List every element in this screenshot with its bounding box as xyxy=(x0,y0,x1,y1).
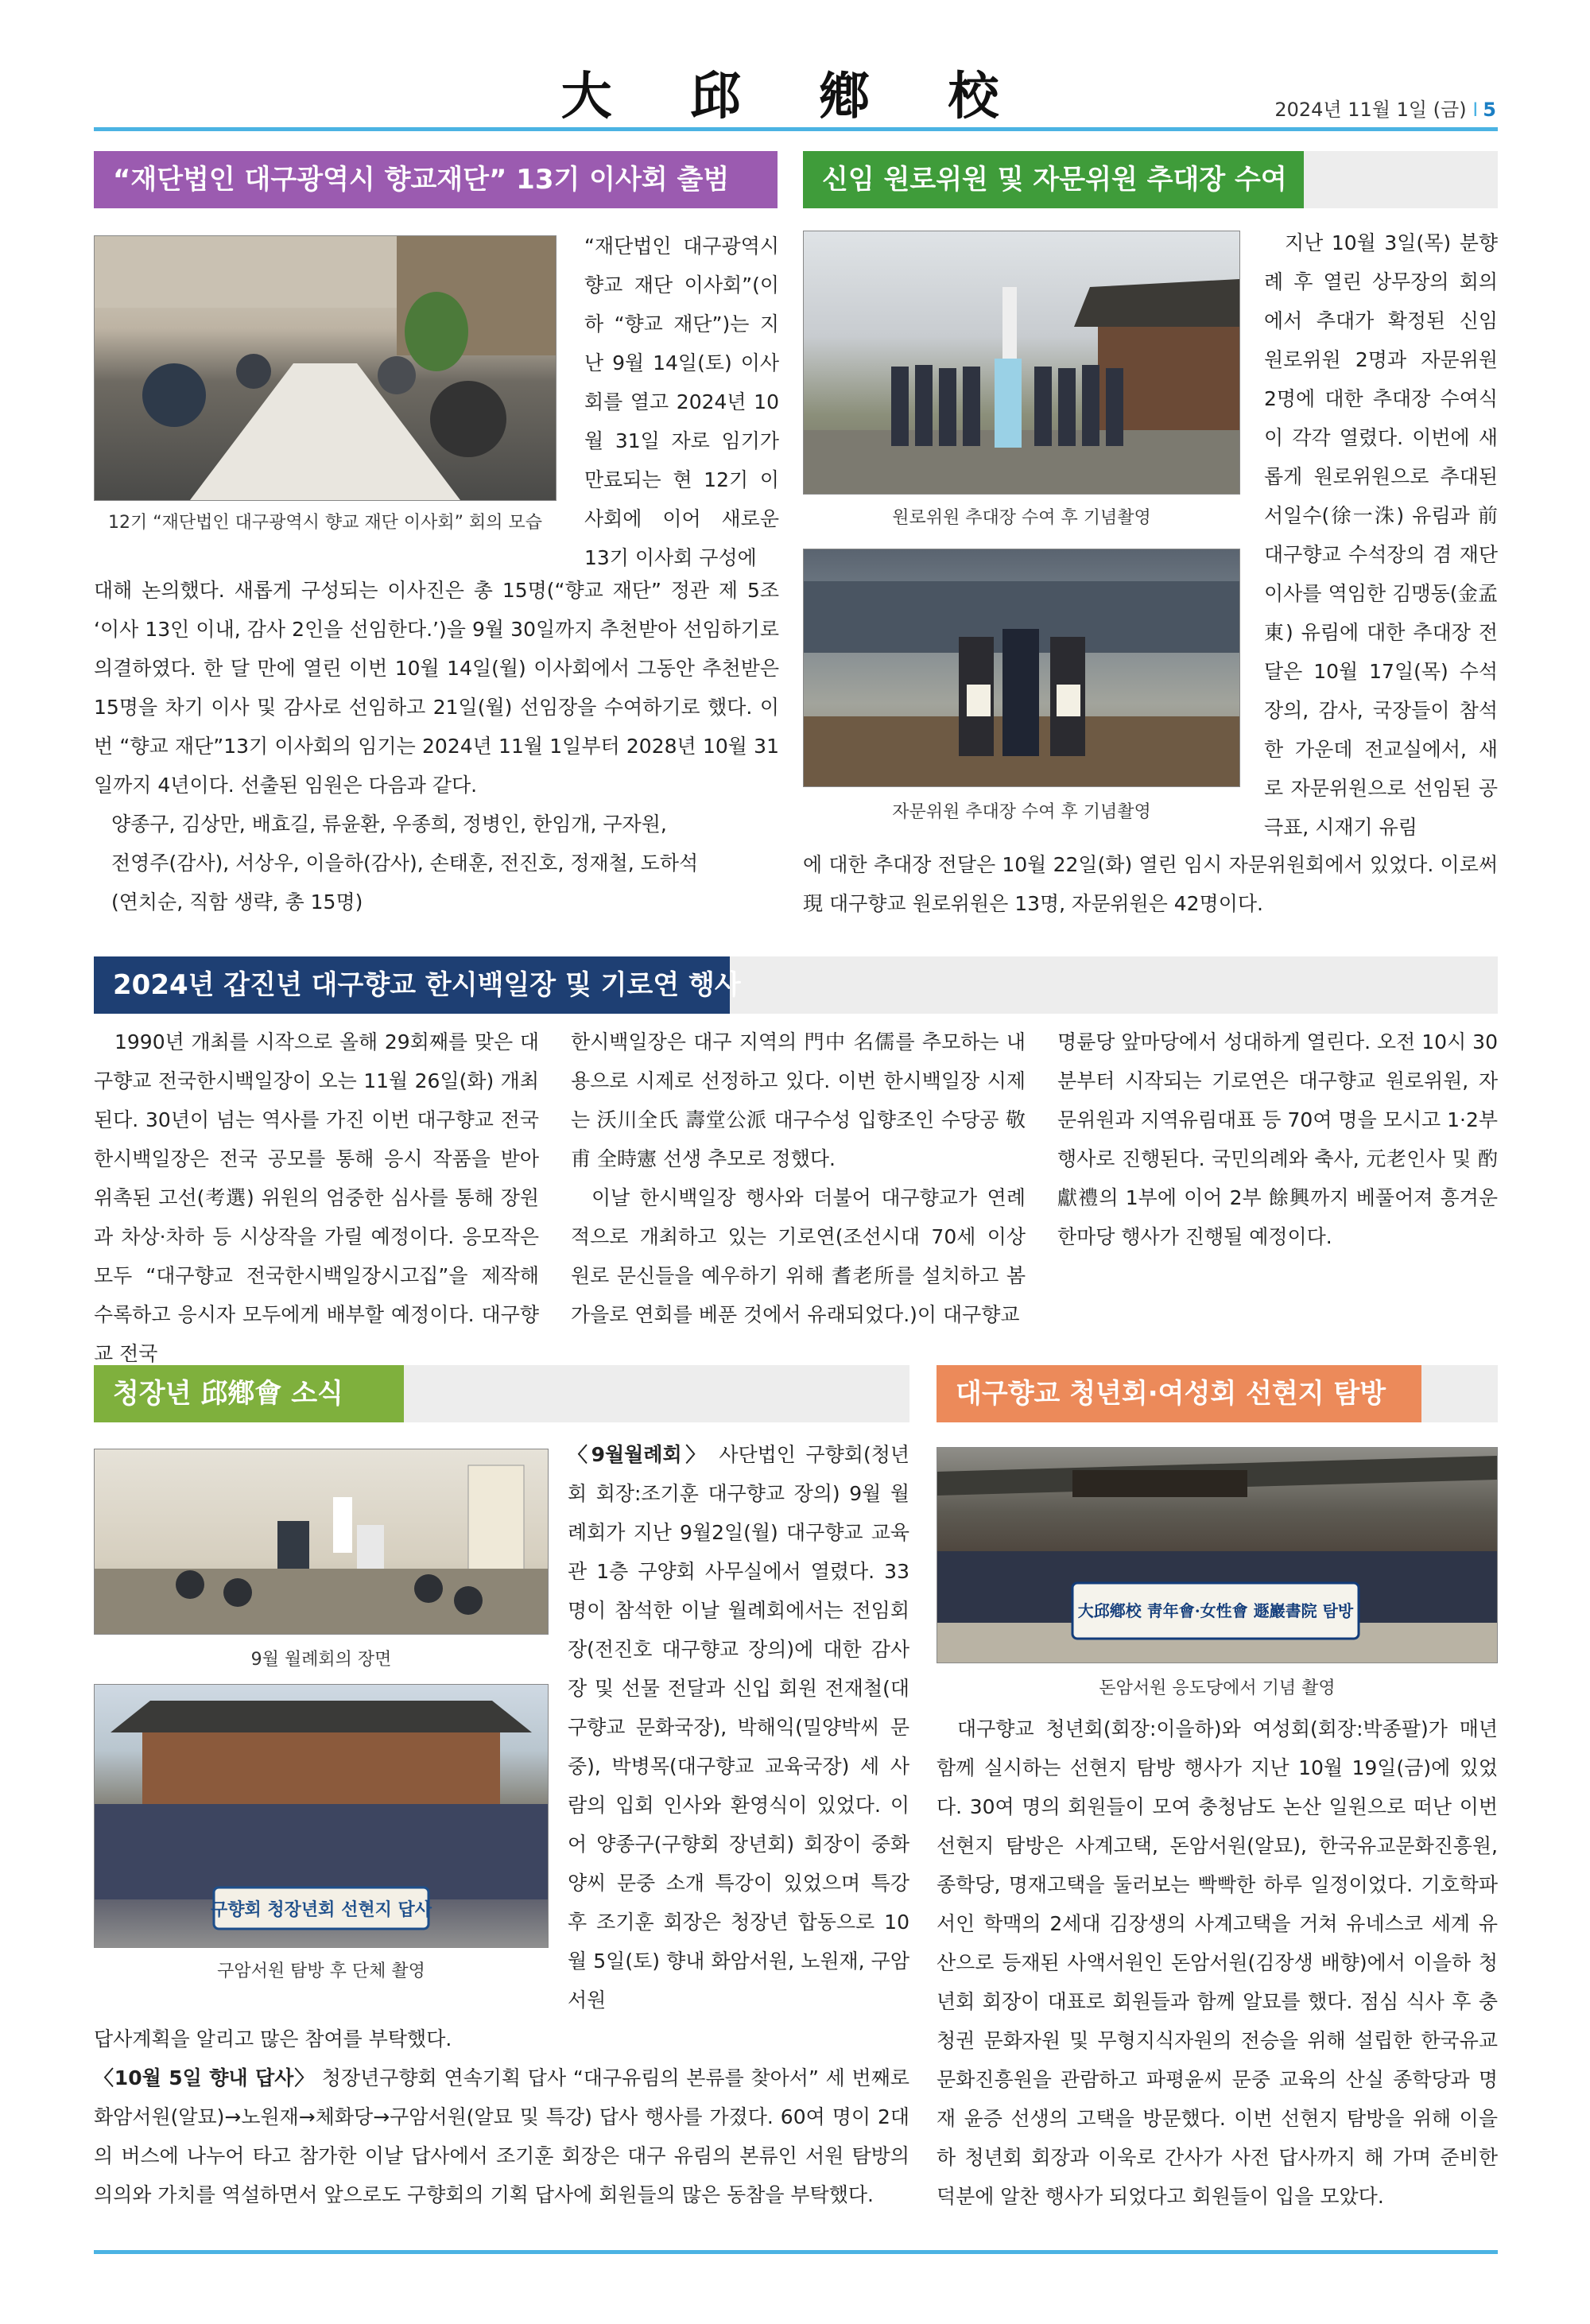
article2-caption2: 자문위원 추대장 수여 후 기념촬영 xyxy=(892,802,1151,822)
article4-tag2: 〈10월 5일 향내 답사〉 xyxy=(94,2066,316,2089)
article4-body-para1: 답사계획을 알리고 많은 참여를 부탁했다. xyxy=(94,2027,452,2050)
page-number: 5 xyxy=(1483,99,1496,121)
elder-committee-photo xyxy=(803,231,1240,495)
article1-members-line2: 전영주(감사), 서상우, 이을하(감사), 손태훈, 전진호, 정재철, 도하석 xyxy=(111,852,699,875)
advisory-committee-photo xyxy=(803,549,1240,787)
article1-photo-caption: 12기 “재단법인 대구광역시 향교 재단 이사회” 회의 모습 xyxy=(107,513,543,533)
meeting-illustration xyxy=(95,236,556,500)
article5-headline: 대구향교 청년회·여성회 선현지 탐방 xyxy=(937,1365,1421,1422)
dateline-separator: I xyxy=(1472,99,1479,121)
article2-body: 에 대한 추대장 전달은 10월 22일(화) 열린 임시 자문위원회에서 있었다. 이로써 現 대구향교 원로위원은 13명, 자문위원은 42명이다. xyxy=(803,853,1498,915)
article2-headline: 신임 원로위원 및 자문위원 추대장 수여 xyxy=(803,151,1304,208)
board-meeting-photo xyxy=(94,235,556,501)
article3-headline: 2024년 갑진년 대구향교 한시백일장 및 기로연 행사 xyxy=(94,956,730,1014)
monthly-meeting-illustration xyxy=(95,1449,548,1634)
article3-col1: 1990년 개최를 시작으로 올해 29회째를 맞은 대구향교 전국한시백일장이 오는 11월 26일(화) 개최된다. 30년이 넘는 역사를 가진 이번 대구향교 전국한시백일장은 전국 공모를 통해 응시 작품을 받아 위촉된 고선(考選) 위원의 엄중한 심사를 통해 장원과 차상·차하 등 시상작을 가릴 예정이다. 응모작은 모두 “대구향교 전국한시백일장시고집”을 제작해 수록하고 응시자 모두에게 배부할 예정이다. 대구향교 전국 xyxy=(94,1030,539,1365)
donam-banner-text: 大邱鄕校 靑年會·女性會 遯巖書院 탐방 xyxy=(1077,1601,1354,1620)
article4-body xyxy=(94,2019,909,2214)
article1-members-line3: (연치순, 직함 생략, 총 15명) xyxy=(111,890,363,914)
donam-seowon-illustration xyxy=(937,1448,1497,1662)
article1-members-line1: 양종구, 김상만, 배효길, 류윤환, 우종희, 정병인, 한임개, 구자원, xyxy=(111,813,667,836)
article4-body-para2: 청장년구향회 연속기획 답사 “대구유림의 본류를 찾아서” 세 번째로 화암서원(알묘)→노원재→체화당→구암서원(알묘 및 특강) 답사 행사를 가졌다. 60여 명이 2대의 버스에 나누어 타고 참가한 이날 답사에서 조기훈 회장은 대구 유림의 본류인 서원 탐방의 의의와 가치를 역설하면서 앞으로도 구향회의 기획 답사에 회원들의 많은 동참을 부탁했다. xyxy=(94,2066,910,2206)
article1-side-text: “재단법인 대구광역시 향교 재단 이사회”(이하 “향교 재단”)는 지난 9월 14일(토) 이사회를 열고 2024년 10월 31일 자로 임기가 만료되는 현 12기 이사회에 이어 새로운 13기 이사회 구성에 xyxy=(584,235,779,569)
monthly-meeting-photo xyxy=(94,1449,549,1635)
article4-side-body: 사단법인 구향회(청년회 회장:조기훈 대구향교 장의) 9월 월례회가 지난 9월2일(월) 대구향교 교육관 1층 구양회 사무실에서 열렸다. 33명이 참석한 이날 월례회에서는 전임회장(전진호 대구향교 장의)에 대한 감사장 및 선물 전달과 신입 회원 전재철(대구향교 문화국장), 박해익(밀양박씨 문중), 박병목(대구향교 교육국장) 세 사람의 입회 인사와 환영식이 있었다. 이어 양종구(구향회 장년회) 회장이 중화양씨 문중 소개 특강이 있었으며 특강 후 조기훈 회장은 청장년 합동으로 10월 5일(토) 향내 화암서원, 노원재, 구암서원 xyxy=(568,1443,909,2012)
article3-col2-para1: 한시백일장은 대구 지역의 門中 名儒를 추모하는 내용으로 시제로 선정하고 있다. 이번 한시백일장 시제는 沃川全氏 壽堂公派 대구수성 입향조인 수당공 敬甫 全時憲 선생 추모로 정했다. xyxy=(571,1030,1026,1170)
article2-caption1: 원로위원 추대장 수여 후 기념촬영 xyxy=(892,508,1151,528)
guam-seowon-illustration xyxy=(95,1685,548,1947)
issue-dateline xyxy=(1274,94,1496,122)
article4-caption2: 구암서원 탐방 후 단체 촬영 xyxy=(217,1961,425,1981)
article3-col2-para2: 이날 한시백일장 행사와 더불어 대구향교가 연례적으로 개최하고 있는 기로연(조선시대 70세 이상 원로 문신들을 예우하기 위해 耆老所를 설치하고 봄가을로 연회를 베푼 것에서 유래되었다.)이 대구향교 xyxy=(571,1186,1026,1326)
article2-side-text: 지난 10월 3일(목) 분향례 후 열린 상무장의 회의에서 추대가 확정된 신임 원로위원 2명과 자문위원 2명에 대한 추대장 수여식이 각각 열렸다. 이번에 새롭게 원로위원으로 추대된 서일수(徐一洙) 유림과 前 대구향교 수석장의 겸 재단이사를 역임한 김맹동(金孟東) 유림에 대한 추대장 전달은 10월 17일(목) 수석장의, 감사, 국장들이 참석한 가운데 전교실에서, 새로 자문위원으로 선임된 공극표, 시재기 유림 xyxy=(1264,231,1498,839)
issue-date: 2024년 11월 1일 (금) xyxy=(1274,99,1467,121)
elder-group-illustration xyxy=(804,231,1239,494)
guam-banner-text: 구향회 청장년회 선현지 답사 xyxy=(210,1900,432,1920)
article4-tag1: 〈9월월례회〉 xyxy=(568,1443,709,1466)
newspaper-masthead: 大 邱 鄕 校 xyxy=(560,67,1030,126)
article1-headline: “재단법인 대구광역시 향교재단” 13기 이사회 출범 xyxy=(94,151,778,208)
bottom-rule xyxy=(94,2250,1498,2254)
article5-caption: 돈암서원 응도당에서 기념 촬영 xyxy=(1099,1678,1336,1698)
guam-seowon-group-photo xyxy=(94,1684,549,1948)
donam-seowon-group-photo xyxy=(937,1447,1498,1663)
article1-body: 대해 논의했다. 새롭게 구성되는 이사진은 총 15명(“향교 재단” 정관 제 5조 ‘이사 13인 이내, 감사 2인을 선임한다.’)을 9월 30일까지 추천받아 선임하기로 의결하였다. 한 달 만에 열린 이번 10월 14일(월) 이사회에서 그동안 추천받은 15명을 차기 이사 및 감사로 선임하고 21일(월) 선임장을 수여하기로 했다. 이번 “향교 재단”13기 이사회의 임기는 2024년 11월 1일부터 2028년 10월 31일까지 4년이다. 선출된 임원은 다음과 같다. xyxy=(94,579,779,797)
advisory-group-illustration xyxy=(804,549,1239,786)
article5-body: 대구향교 청년회(회장:이을하)와 여성회(회장:박종팔)가 매년 함께 실시하는 선현지 탐방 행사가 지난 10월 19일(금)에 있었다. 30여 명의 회원들이 모여 충청남도 논산 일원으로 떠난 이번 선현지 탐방은 사계고택, 돈암서원(알묘), 한국유교문화진흥원, 종학당, 명재고택을 둘러보는 빡빡한 하루 일정이었다. 기호학파 서인 학맥의 2세대 김장생의 사계고택을 거쳐 유네스코 세계 유산으로 등재된 사액서원인 돈암서원(김장생 배향)에서 이을하 청년회 회장이 대표로 회원들과 함께 알묘를 했다. 점심 식사 후 충청권 문화자원 및 무형지식자원의 전승을 위해 설립한 한국유교문화진흥원을 관람하고 파평윤씨 문중 교육의 산실 종학당과 명재 윤증 선생의 고택을 방문했다. 이번 선현지 탐방을 위해 이을하 청년회 회장과 이욱로 간사가 사전 답사까지 해 가며 준비한 덕분에 알찬 행사가 되었다고 회원들이 입을 모았다. xyxy=(937,1717,1498,2208)
article4-headline: 청장년 邱鄕會 소식 xyxy=(94,1365,404,1422)
article3-col3: 명륜당 앞마당에서 성대하게 열린다. 오전 10시 30분부터 시작되는 기로연은 대구향교 원로위원, 자문위원과 지역유림대표 등 70여 명을 모시고 1·2부 행사로 진행된다. 국민의례와 축사, 元老인사 및 酌獻禮의 1부에 이어 2부 餘興까지 베풀어져 흥겨운 한마당 행사가 진행될 예정이다. xyxy=(1057,1030,1498,1248)
article3-col2 xyxy=(571,1022,1026,1334)
article4-caption1: 9월 월례회의 장면 xyxy=(250,1650,392,1670)
article4-side-text xyxy=(568,1435,909,2019)
top-rule xyxy=(94,127,1498,131)
